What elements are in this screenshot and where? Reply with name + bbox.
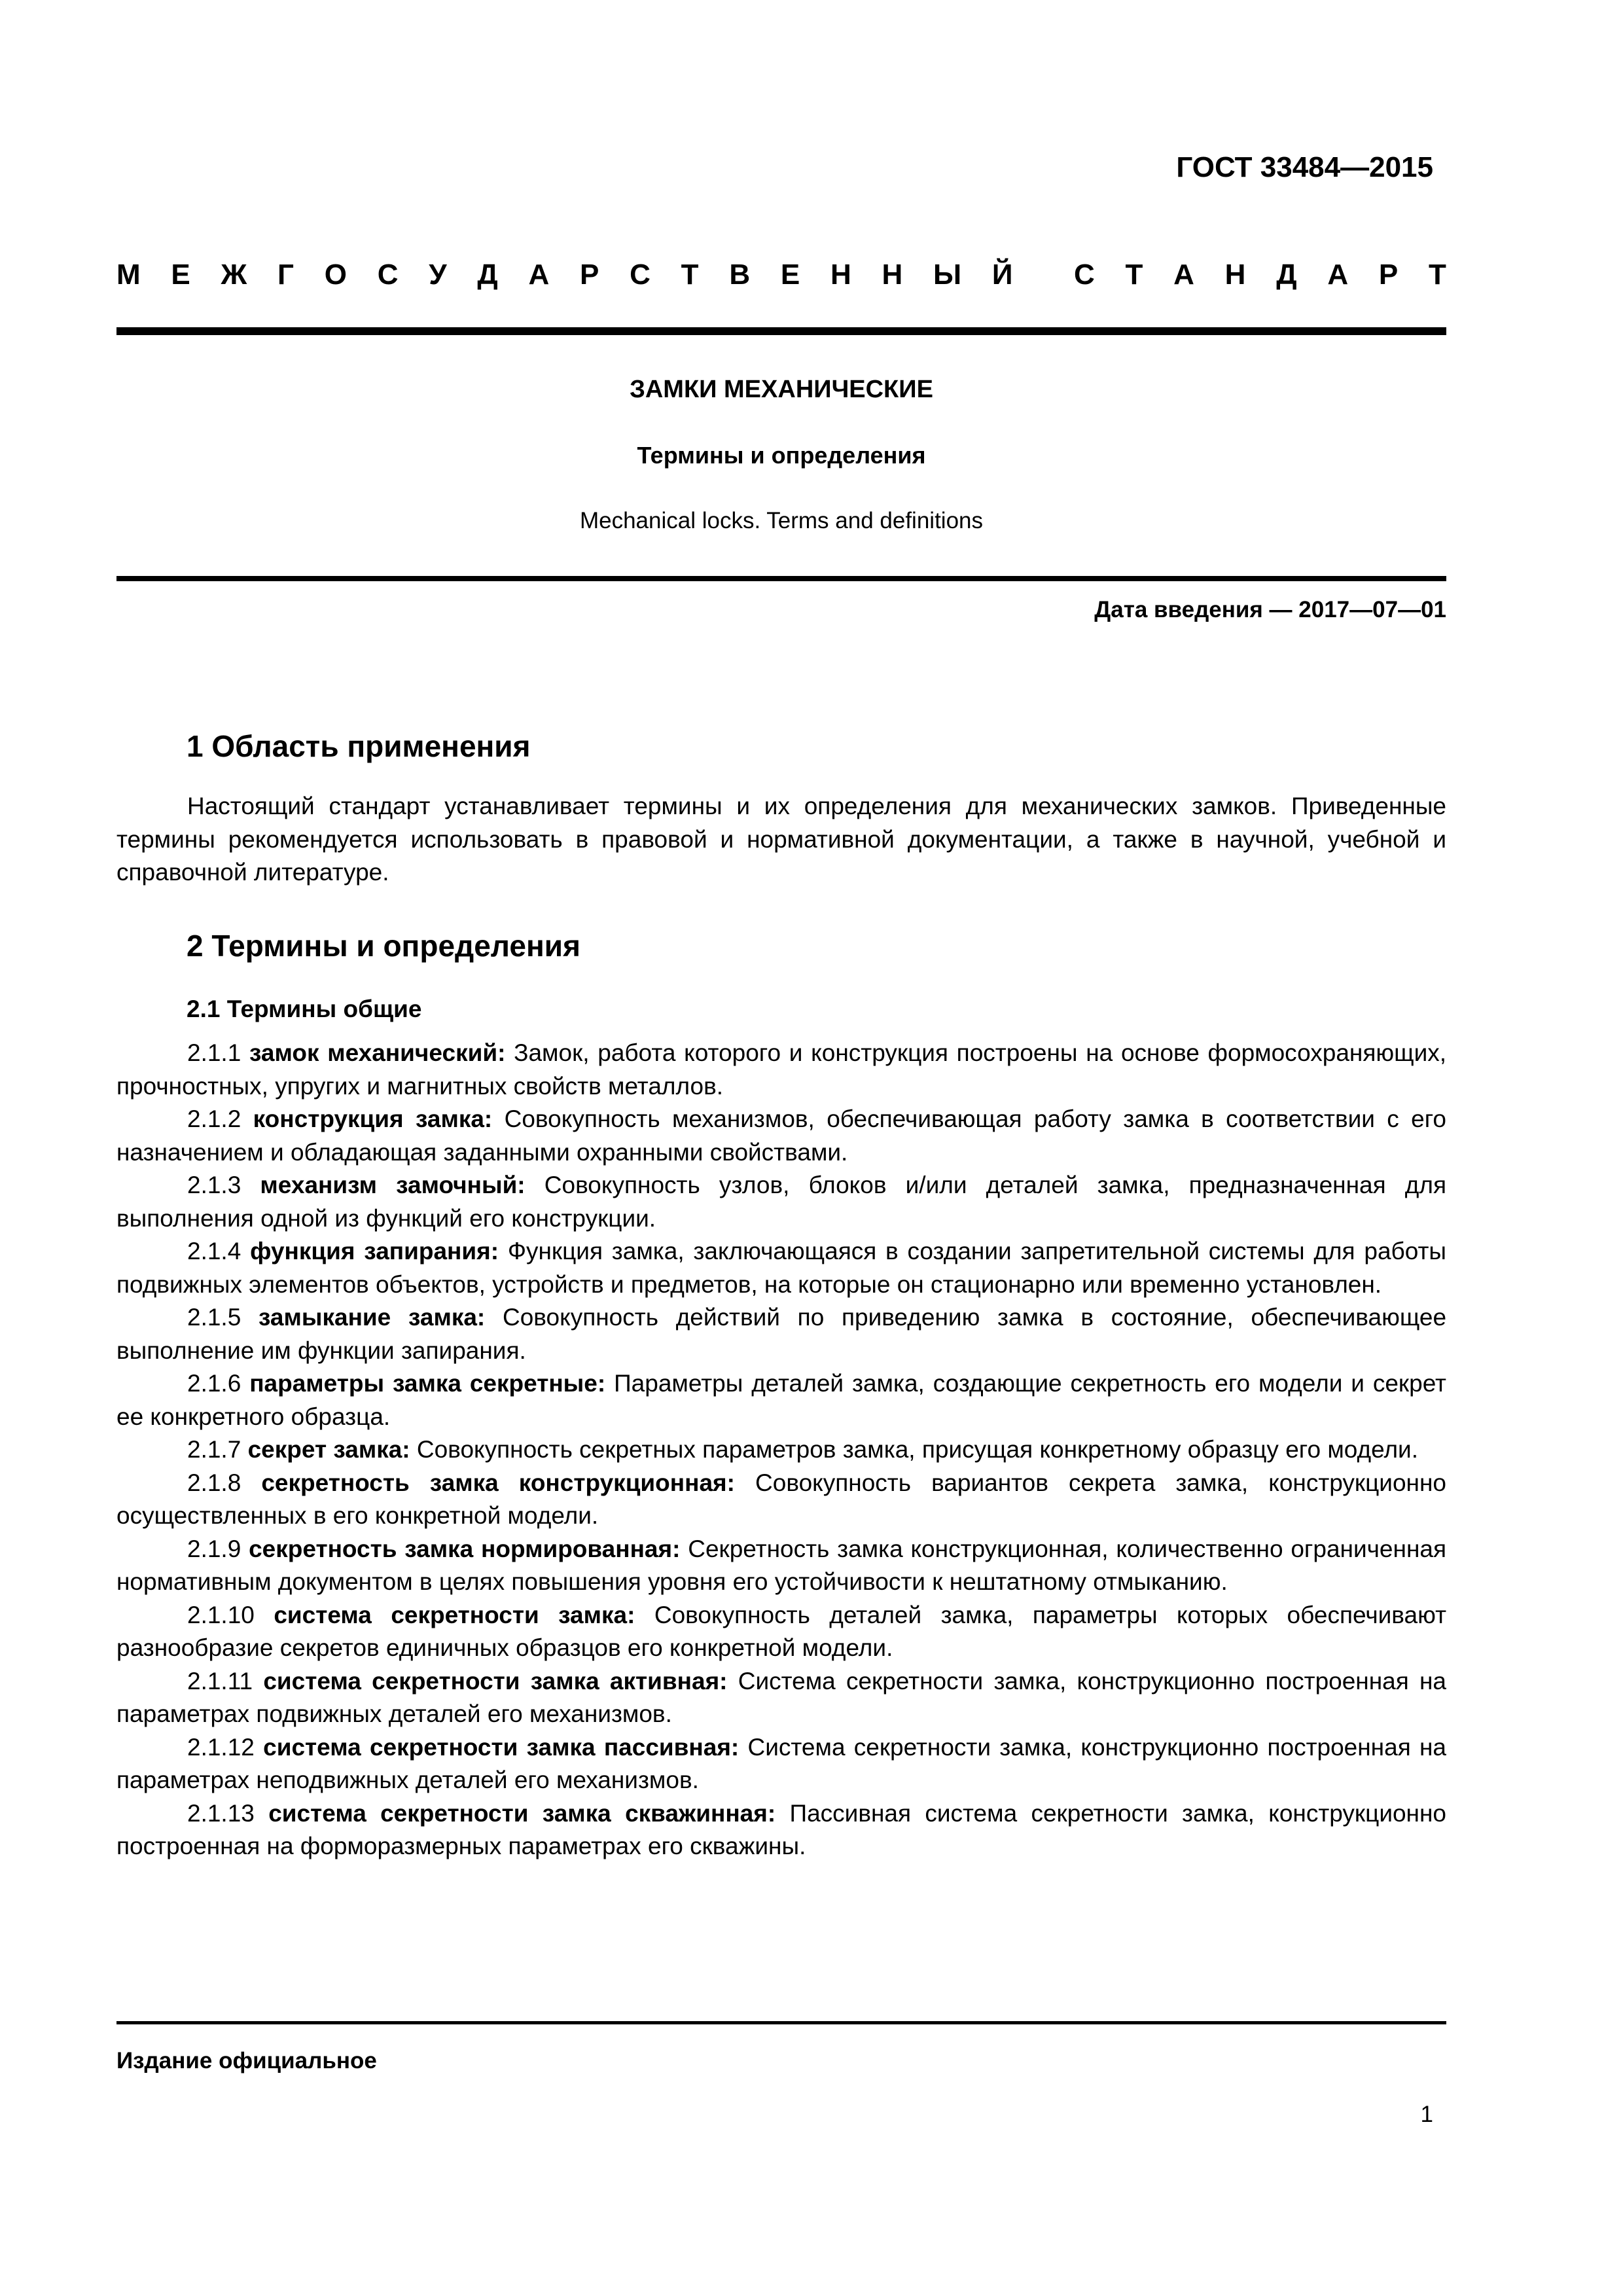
subsection-2-1-heading: 2.1 Термины общие	[187, 996, 422, 1022]
term-entry	[116, 1367, 1446, 1433]
document-subtitle: Термины и определения	[637, 442, 926, 469]
official-edition-label: Издание официальное	[116, 2048, 377, 2073]
term-entry	[116, 1665, 1446, 1731]
term-entry	[116, 1235, 1446, 1301]
term-name: параметры замка секретные:	[249, 1370, 606, 1397]
term-number: 2.1.2	[187, 1105, 241, 1132]
term-entry	[116, 1169, 1446, 1235]
document-title: ЗАМКИ МЕХАНИЧЕСКИЕ	[630, 376, 933, 403]
term-entry	[116, 1731, 1446, 1797]
term-number: 2.1.5	[187, 1304, 241, 1331]
standard-type-letter: Р	[580, 259, 599, 291]
standard-type-letter: Т	[1125, 259, 1143, 291]
standard-type-letter: Й	[991, 259, 1013, 291]
section-1-heading: 1 Область применения	[187, 729, 531, 763]
section-2-heading: 2 Термины и определения	[187, 929, 580, 963]
term-name: замыкание замка:	[259, 1304, 486, 1331]
standard-type-letter: Т	[681, 259, 699, 291]
term-number: 2.1.4	[187, 1238, 241, 1265]
standard-type-letter: Н	[882, 259, 903, 291]
term-name: система секретности замка:	[274, 1601, 635, 1628]
standard-type-letter: Е	[171, 259, 190, 291]
term-entry	[116, 1599, 1446, 1665]
standard-type-letter: А	[1327, 259, 1349, 291]
term-name: секрет замка:	[247, 1436, 410, 1463]
term-definition: Совокупность секретных параметров замка, присущая конкретному образцу его модели.	[416, 1436, 1419, 1463]
term-entry	[116, 1037, 1446, 1103]
term-name: конструкция замка:	[253, 1105, 493, 1132]
term-entry	[116, 1103, 1446, 1169]
term-definition: Совокупность действий по приведению замка в состояние, обеспечивающее выполнение им функции запирания.	[116, 1304, 1447, 1364]
term-entry	[116, 1467, 1446, 1533]
standard-type-letter: А	[528, 259, 550, 291]
standard-code: ГОСТ 33484—2015	[1176, 151, 1433, 183]
term-definition: Параметры деталей замка, создающие секретность его модели и секрет ее конкретного образца.	[116, 1370, 1446, 1430]
term-name: система секретности замка пассивная:	[263, 1733, 740, 1761]
term-name: замок механический:	[249, 1039, 506, 1066]
standard-type-letter: Р	[1378, 259, 1399, 291]
standard-type-letter: О	[324, 259, 347, 291]
term-name: механизм замочный:	[260, 1172, 526, 1198]
footer-rule	[116, 2021, 1446, 2024]
term-definition: Пассивная система секретности замка, конструкционно построенная на форморазмерных параметрах его скважины.	[116, 1799, 1447, 1859]
scope-paragraph: Настоящий стандарт устанавливает термины и их определения для механических замков. Приведенные термины рекомендуется использовать в правовой и нормативной документации, а также в научной, учебной и справочной литературе.	[116, 793, 1446, 886]
term-definition: Система секретности замка, конструкционно построенная на параметрах подвижных деталей его механизмов.	[116, 1667, 1447, 1727]
top-rule	[116, 327, 1446, 335]
standard-type-letter: Д	[477, 259, 498, 291]
term-definition: Замок, работа которого и конструкция построены на основе формосохраняющих, прочностных, упругих и магнитных свойств металлов.	[116, 1039, 1447, 1100]
term-name: секретность замка конструкционная:	[261, 1469, 735, 1496]
standard-type-letter: Ж	[221, 259, 247, 291]
term-definition: Совокупность узлов, блоков и/или деталей замка, предназначенная для выполнения одной из функций его конструкции.	[116, 1172, 1446, 1232]
term-number: 2.1.10	[187, 1601, 255, 1628]
term-number: 2.1.8	[187, 1469, 241, 1496]
term-name: секретность замка нормированная:	[249, 1535, 681, 1562]
term-name: система секретности замка скважинная:	[268, 1799, 776, 1827]
standard-type-letter: С	[630, 259, 651, 291]
term-definition: Совокупность механизмов, обеспечивающая работу замка в соответствии с его назначением и обладающая заданными охранными свойствами.	[116, 1105, 1446, 1166]
standard-type-letter: Ы	[933, 259, 962, 291]
term-number: 2.1.6	[187, 1370, 241, 1397]
document-title-english: Mechanical locks. Terms and definitions	[579, 508, 984, 533]
term-number: 2.1.1	[187, 1039, 241, 1066]
standard-type-letter: С	[377, 259, 399, 291]
term-definition: Секретность замка конструкционная, количественно ограниченная нормативным документом в целях повышения уровня его устойчивости к нештатному отмыканию.	[116, 1535, 1446, 1595]
term-entry	[116, 1433, 1446, 1467]
standard-type-letter: Г	[277, 259, 294, 291]
terms-list	[116, 1037, 1446, 1863]
term-definition: Функция замка, заключающаяся в создании запретительной системы для работы подвижных элементов объектов, устройств и предметов, на которые он стационарно или временно установлен.	[116, 1238, 1447, 1298]
standard-type-letter: А	[1173, 259, 1194, 291]
term-number: 2.1.3	[187, 1172, 241, 1198]
standard-type-letter: Н	[830, 259, 851, 291]
standard-type-letter: Д	[1276, 259, 1297, 291]
term-definition: Совокупность деталей замка, параметры которых обеспечивают разнообразие секретов единичных образцов его конкретной модели.	[116, 1601, 1447, 1661]
standard-type-letter: В	[729, 259, 751, 291]
term-number: 2.1.7	[187, 1436, 241, 1463]
term-definition: Совокупность вариантов секрета замка, конструкционно осуществленных в его конкретной модели.	[116, 1469, 1447, 1529]
term-name: система секретности замка активная:	[263, 1667, 728, 1695]
standard-type-letter: С	[1073, 259, 1095, 291]
standard-type-letter: У	[429, 259, 447, 291]
term-number: 2.1.13	[187, 1799, 255, 1827]
term-name: функция запирания:	[250, 1238, 499, 1265]
term-entry	[116, 1301, 1446, 1367]
term-entry	[116, 1533, 1446, 1599]
page-number: 1	[1420, 2102, 1433, 2127]
standard-type-letter: Н	[1224, 259, 1246, 291]
term-definition: Система секретности замка, конструкционно построенная на параметрах неподвижных деталей его механизмов.	[116, 1733, 1446, 1793]
term-number: 2.1.11	[187, 1667, 253, 1695]
term-entry	[116, 1797, 1446, 1863]
term-number: 2.1.9	[187, 1535, 241, 1562]
title-rule	[116, 576, 1446, 581]
introduction-date: Дата введения — 2017—07—01	[1094, 597, 1446, 622]
standard-type-letter: Т	[1428, 259, 1446, 291]
standard-type-letter: Е	[780, 259, 800, 291]
standard-type-letter: М	[116, 259, 141, 291]
standard-type-heading	[116, 259, 1446, 291]
term-number: 2.1.12	[187, 1733, 255, 1761]
